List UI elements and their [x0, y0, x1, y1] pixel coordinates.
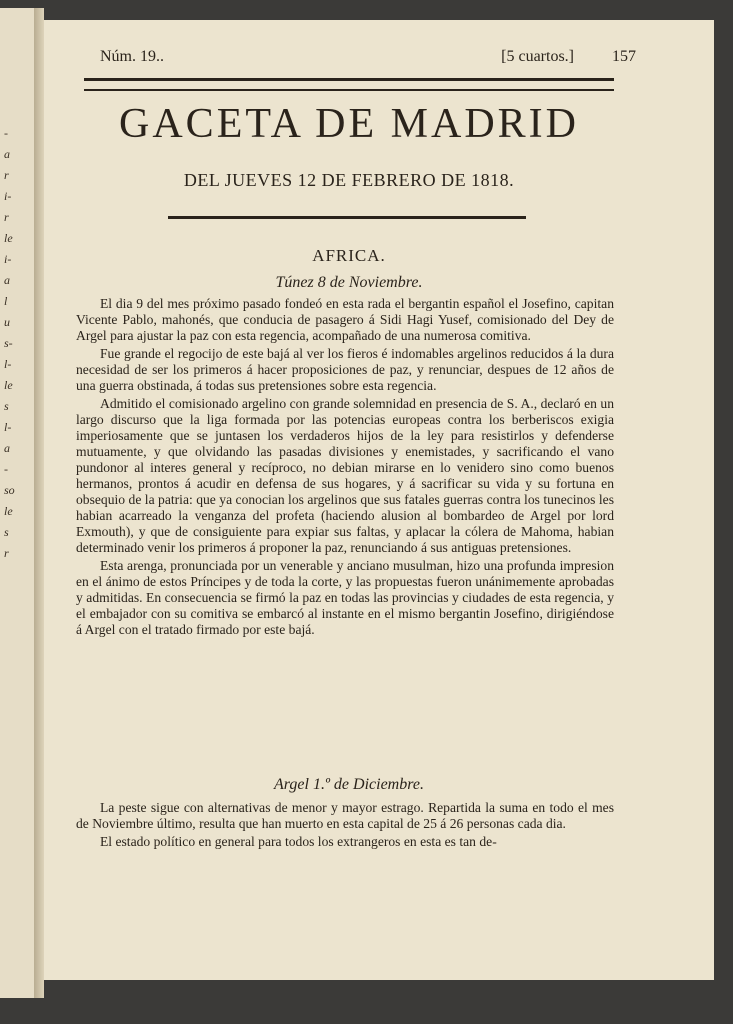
- price: [5 cuartos.]: [501, 48, 574, 65]
- book-gutter: [34, 8, 44, 998]
- paragraph: Esta arenga, pronunciada por un venerable y anciano musulman, hizo una profunda impresion en el ánimo de estos Príncipes y de toda la corte, y las propuestas fueron unánimemente aprobadas y admitidas. En consecuencia se firmó la paz en todas las provincias y ciudades de esta regencia, y el embajador con su comitiva se embarcó al instante en el mismo bergantin Josefino, dirigiéndose á Argel con el tratado firmado por este bajá.: [76, 558, 614, 637]
- left-page-fragment: s: [4, 399, 9, 413]
- issue-number: Núm. 19..: [100, 48, 164, 65]
- dateline-tunez: Túnez 8 de Noviembre.: [275, 274, 423, 291]
- left-page-fragment: s-: [4, 336, 13, 350]
- paragraph: Admitido el comisionado argelino con grande solemnidad en presencia de S. A., declaró en un largo discurso que la liga formada por las potencias europeas contra los berberiscos exigia imperiosamente que se juntasen los verdaderos hijos de la ley para resistirlos y defenderse mutuamente, y que olvidando las pasadas divisiones y enemistades, y sacrificando el vano pundonor al interes general y recíproco, no debian mirarse en lo venidero sino como buenos hermanos, prontos á acudir en defensa de sus hogares, y á sacrificar su vida y su fortuna en obsequio de la patria: que ya conocian los argelinos que sus fatales guerras contra los tunecinos les habian acarreado la venganza del profeta (haciendo alusion al bombardeo de Argel por lord Exmouth), y que de consiguiente para expiar sus faltas, y aplacar la cólera de Mahoma, habian determinado venir los primeros á proponer la paz, renunciando á sus antiguas pretensiones.: [76, 396, 614, 555]
- left-page-fragment: -: [4, 462, 8, 476]
- left-page-fragment: le: [4, 378, 13, 392]
- left-page-fragment: le: [4, 504, 13, 518]
- article-argel: [76, 800, 614, 852]
- left-page-fragment: s: [4, 525, 9, 539]
- left-page-fragment: l: [4, 294, 8, 308]
- left-page-fragment: l-: [4, 420, 12, 434]
- left-page-fragment: l-: [4, 357, 12, 371]
- left-page-fragment: le: [4, 231, 13, 245]
- left-page-fragment: r: [4, 546, 9, 560]
- paragraph: El estado político en general para todos los extrangeros en esta es tan de-: [100, 834, 497, 849]
- left-page-fragment: i-: [4, 189, 12, 203]
- left-page-fragment: a: [4, 273, 10, 287]
- article-tunez: [76, 296, 614, 640]
- date-rule: [168, 216, 526, 219]
- left-page-fragment: r: [4, 210, 9, 224]
- paragraph: Fue grande el regocijo de este bajá al ver los fieros é indomables argelinos reducidos á la dura necesidad de ser los primeros á hacer proposiciones de paz, y renunciar, despues de 12 años de una guerra obstinada, á todas sus pretensiones sobre esta regencia.: [76, 346, 614, 393]
- newspaper-page: [44, 20, 714, 980]
- left-page-fragment: r: [4, 168, 9, 182]
- left-page-edge: [0, 8, 35, 998]
- newspaper-title: GACETA DE MADRID: [119, 101, 579, 147]
- left-page-fragment: a: [4, 441, 10, 455]
- page-number: 157: [612, 48, 636, 65]
- masthead-rule: [84, 78, 614, 91]
- dateline-argel: Argel 1.º de Diciembre.: [274, 776, 424, 793]
- left-page-fragment: i-: [4, 252, 12, 266]
- paragraph: La peste sigue con alternativas de menor y mayor estrago. Repartida la suma en todo el mes de Noviembre último, resulta que han muerto en esta capital de 25 á 26 personas cada dia.: [76, 800, 614, 831]
- left-page-fragment: -: [4, 126, 8, 140]
- issue-date: DEL JUEVES 12 DE FEBRERO DE 1818.: [183, 170, 515, 190]
- left-page-fragment: a: [4, 147, 10, 161]
- left-page-fragment: so: [4, 483, 15, 497]
- section-title: AFRICA.: [312, 246, 386, 265]
- left-page-fragment: u: [4, 315, 10, 329]
- masthead-line: [96, 48, 636, 66]
- paragraph: El dia 9 del mes próximo pasado fondeó en esta rada el bergantin español el Josefino, capitan Vicente Pablo, mahonés, que conducia de pasagero á Sidi Hagi Yusef, comisionado del Dey de Argel para ajustar la paz con esta regencia, acompañado de una numerosa comitiva.: [76, 296, 614, 343]
